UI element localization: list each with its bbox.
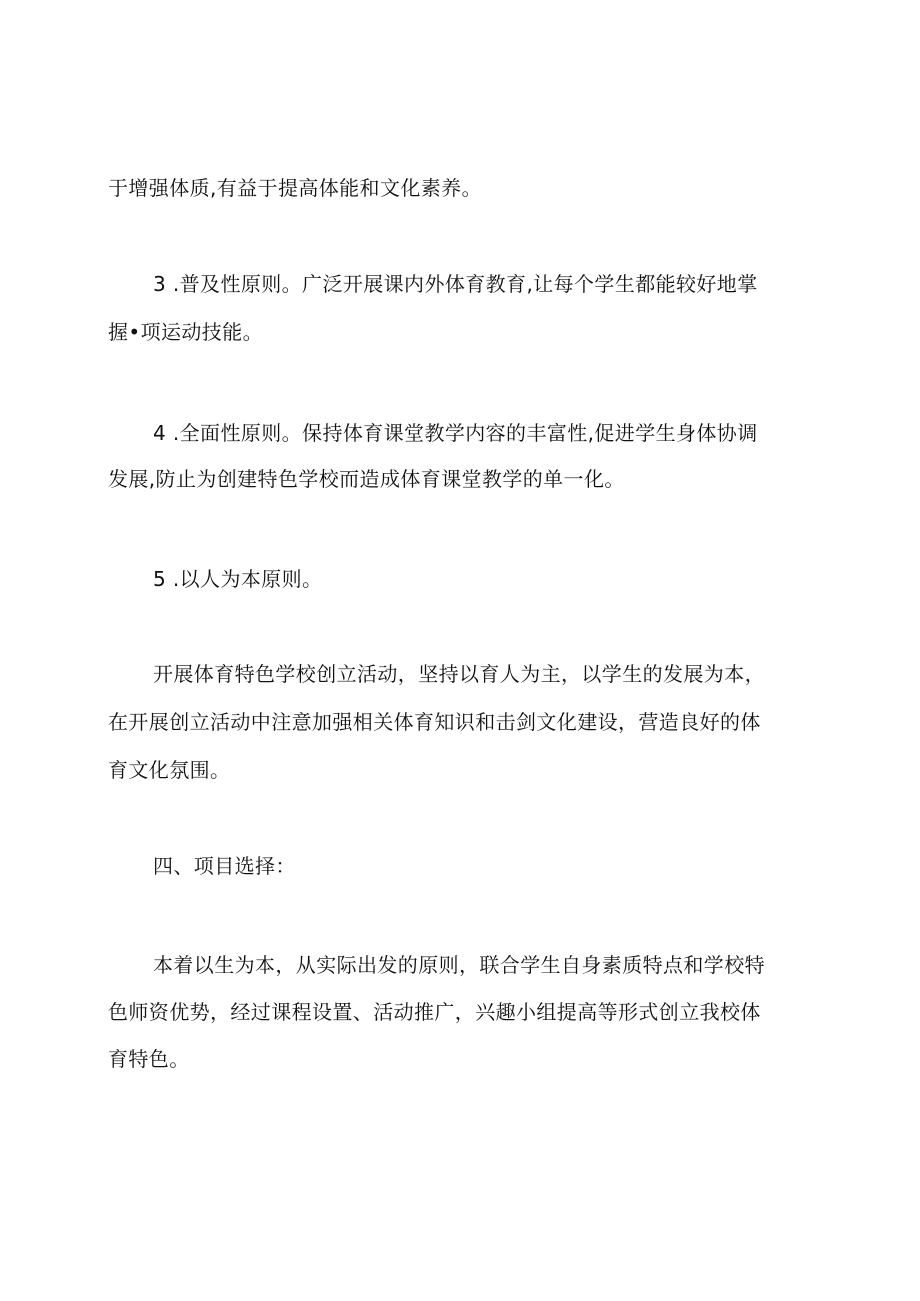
paragraph-people-oriented-line-3: 育文化氛围。 [108, 758, 231, 782]
section-heading-project-selection: 四、项目选择： [153, 854, 296, 878]
principle-4-line-2: 发展,防止为创建特色学校而造成体育课堂教学的单一化。 [108, 467, 625, 491]
paragraph-project-line-1: 本着以生为本，从实际出发的原则，联合学生自身素质特点和学校特 [153, 953, 765, 977]
principle-5-line: 5 .以人为本原则。 [153, 567, 323, 591]
paragraph-project-line-3: 育特色。 [108, 1047, 190, 1071]
paragraph-continuation-line: 于增强体质,有益于提高体能和文化素养。 [108, 176, 482, 200]
paragraph-people-oriented-line-2: 在开展创立活动中注意加强相关体育知识和击剑文化建设，营造良好的体 [108, 710, 761, 734]
paragraph-project-line-2: 色师资优势，经过课程设置、活动推广，兴趣小组提高等形式创立我校体 [108, 1000, 761, 1024]
principle-4-line-1: 4 .全面性原则。保持体育课堂教学内容的丰富性,促进学生身体协调 [153, 421, 758, 445]
principle-3-line-2: 握•项运动技能。 [108, 320, 263, 344]
principle-3-line-1: 3 .普及性原则。广泛开展课内外体育教育,让每个学生都能较好地掌 [153, 272, 758, 296]
paragraph-people-oriented-line-1: 开展体育特色学校创立活动，坚持以育人为主，以学生的发展为本， [153, 662, 765, 686]
